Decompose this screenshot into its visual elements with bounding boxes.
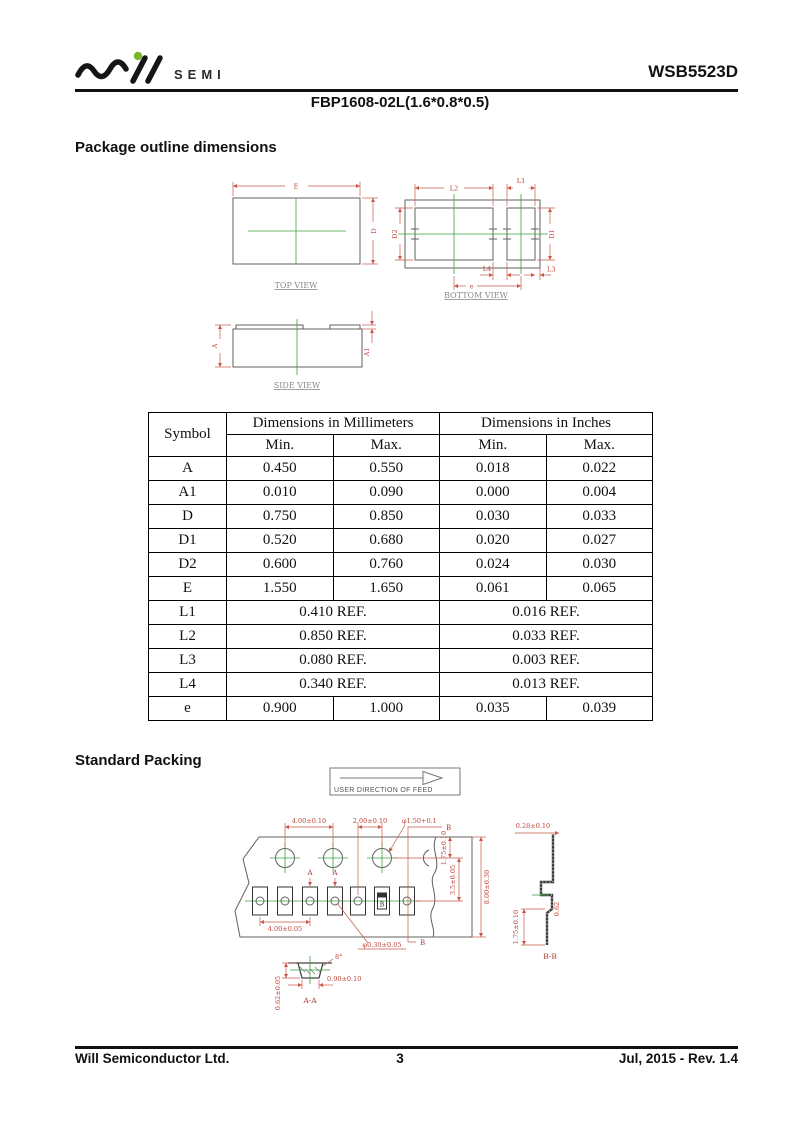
table-cell: 0.410 REF. [227, 601, 440, 625]
table-row [149, 577, 653, 601]
inch-group-header: Dimensions in Inches [440, 413, 653, 435]
footer-page-number: 3 [396, 1051, 404, 1066]
table-cell: L4 [149, 673, 227, 697]
table-cell: 0.016 REF. [440, 601, 653, 625]
table-cell: A [149, 457, 227, 481]
dim-edge-to-hole: 1.75±0.10 [440, 830, 448, 866]
logo-green-dot [134, 52, 142, 60]
table-cell: 0.850 [333, 505, 440, 529]
will-semi-logo [74, 50, 264, 92]
section-aa-caption: A-A [303, 996, 317, 1005]
footer-company: Will Semiconductor Ltd. [75, 1051, 230, 1066]
dim-hole-to-pocket: 2.00±0.10 [352, 817, 388, 825]
dim-aa-angle: 8° [335, 953, 343, 961]
table-cell: 0.850 REF. [227, 625, 440, 649]
table-cell: 1.000 [333, 697, 440, 721]
component-mark: B [379, 901, 385, 909]
part-number: WSB5523D [648, 62, 738, 81]
top-view-drawing [233, 182, 378, 290]
table-row [149, 505, 653, 529]
section-a-marker-right: A [332, 869, 338, 877]
table-cell: L2 [149, 625, 227, 649]
table-cell: 0.520 [227, 529, 334, 553]
dim-label-e-pitch: e [469, 282, 474, 291]
logo-mark [78, 52, 160, 81]
table-cell: D2 [149, 553, 227, 577]
table-cell: 0.035 [440, 697, 547, 721]
table-cell: 0.065 [546, 577, 653, 601]
bottom-view-drawing [391, 177, 556, 300]
dim-tape-width: 8.00±0.30 [483, 869, 491, 905]
table-cell: 0.680 [333, 529, 440, 553]
dim-table-rows [149, 457, 653, 721]
document-title: FBP1608-02L(1.6*0.8*0.5) [310, 94, 490, 111]
feed-direction [330, 768, 460, 795]
table-cell: 0.061 [440, 577, 547, 601]
table-cell: L1 [149, 601, 227, 625]
dim-bb-inner: 0.62 [553, 901, 561, 917]
table-cell: A1 [149, 481, 227, 505]
dim-label-L4: L4 [482, 265, 492, 273]
top-view-caption: TOP VIEW [274, 281, 318, 290]
table-cell: 0.010 [227, 481, 334, 505]
dim-hole-to-pocket-row: 3.5±0.05 [449, 864, 457, 896]
dim-label-L3: L3 [547, 265, 556, 274]
mm-min-header: Min. [227, 435, 334, 457]
table-cell: 0.033 REF. [440, 625, 653, 649]
packing-drawing [230, 762, 650, 1024]
table-cell: 0.018 [440, 457, 547, 481]
table-row [149, 673, 653, 697]
packing-section-heading: Standard Packing [75, 752, 202, 769]
outline-drawing [180, 172, 620, 407]
table-row [149, 529, 653, 553]
table-cell: 0.027 [546, 529, 653, 553]
dim-label-L1: L1 [516, 177, 526, 185]
table-cell: 0.003 REF. [440, 649, 653, 673]
logo-semi-text: SEMI [174, 67, 226, 82]
dim-aa-width: 0.90±0.10 [327, 975, 362, 983]
table-row [149, 601, 653, 625]
table-cell: 0.020 [440, 529, 547, 553]
table-cell: 0.000 [440, 481, 547, 505]
table-cell: 0.900 [227, 697, 334, 721]
section-aa-drawing [274, 953, 361, 1010]
table-cell: 0.080 REF. [227, 649, 440, 673]
table-cell: 0.024 [440, 553, 547, 577]
table-cell: D [149, 505, 227, 529]
table-row [149, 481, 653, 505]
feed-direction-label: USER DIRECTION OF FEED [334, 787, 433, 794]
dimensions-table [148, 412, 653, 721]
dim-bb-thickness: 0.28±0.10 [515, 822, 551, 830]
table-cell: 1.650 [333, 577, 440, 601]
dim-sprocket-hole-dia: φ1.50+0.1 [402, 817, 437, 825]
table-cell: 0.550 [333, 457, 440, 481]
dim-label-L2: L2 [449, 184, 459, 193]
table-row [149, 697, 653, 721]
inch-min-header: Min. [440, 435, 547, 457]
table-row [149, 649, 653, 673]
table-cell: 0.450 [227, 457, 334, 481]
table-cell: 0.090 [333, 481, 440, 505]
table-cell: 0.022 [546, 457, 653, 481]
dim-label-E: E [293, 182, 299, 191]
table-cell: 0.030 [440, 505, 547, 529]
dim-pocket-hole-dia: φ0.30±0.05 [362, 941, 402, 949]
inch-max-header: Max. [546, 435, 653, 457]
table-cell: e [149, 697, 227, 721]
footer-revision: Jul, 2015 - Rev. 1.4 [618, 1051, 738, 1066]
dim-label-D: D [370, 228, 378, 234]
side-view-caption: SIDE VIEW [273, 381, 321, 390]
section-a-marker-left: A [307, 869, 313, 877]
dim-aa-depth: 0.62±0.05 [274, 975, 282, 1011]
section-b-marker-top: B [446, 824, 452, 832]
bottom-view-caption: BOTTOM VIEW [444, 291, 508, 300]
table-cell: 0.033 [546, 505, 653, 529]
dim-sprocket-pitch: 4.00±0.10 [291, 817, 327, 825]
table-row [149, 625, 653, 649]
dim-bb-bottom: 1.75±0.10 [512, 909, 520, 945]
table-cell: 0.340 REF. [227, 673, 440, 697]
mm-max-header: Max. [333, 435, 440, 457]
table-cell: L3 [149, 649, 227, 673]
section-bb-drawing [512, 822, 561, 961]
table-cell: E [149, 577, 227, 601]
table-cell: 1.550 [227, 577, 334, 601]
table-cell: 0.750 [227, 505, 334, 529]
symbol-header: Symbol [149, 413, 227, 457]
section-bb-caption: B-B [543, 952, 557, 961]
dim-label-D2: D2 [391, 229, 399, 239]
table-cell: 0.600 [227, 553, 334, 577]
dim-label-A1: A1 [363, 347, 371, 357]
header-rule [75, 89, 738, 92]
dim-pocket-span: 4.00±0.05 [267, 925, 303, 933]
footer-rule [75, 1046, 738, 1049]
table-row [149, 553, 653, 577]
table-cell: D1 [149, 529, 227, 553]
table-cell: 0.760 [333, 553, 440, 577]
table-cell: 0.013 REF. [440, 673, 653, 697]
carrier-tape-drawing [235, 817, 491, 949]
table-row [149, 457, 653, 481]
outline-section-heading: Package outline dimensions [75, 139, 277, 156]
feed-arrow-icon [423, 772, 442, 785]
dim-label-D1: D1 [548, 229, 556, 239]
section-b-marker-bottom: B [420, 939, 426, 947]
dim-label-A: A [211, 343, 219, 349]
side-view-drawing [211, 311, 376, 390]
table-cell: 0.004 [546, 481, 653, 505]
mm-group-header: Dimensions in Millimeters [227, 413, 440, 435]
table-cell: 0.030 [546, 553, 653, 577]
table-cell: 0.039 [546, 697, 653, 721]
